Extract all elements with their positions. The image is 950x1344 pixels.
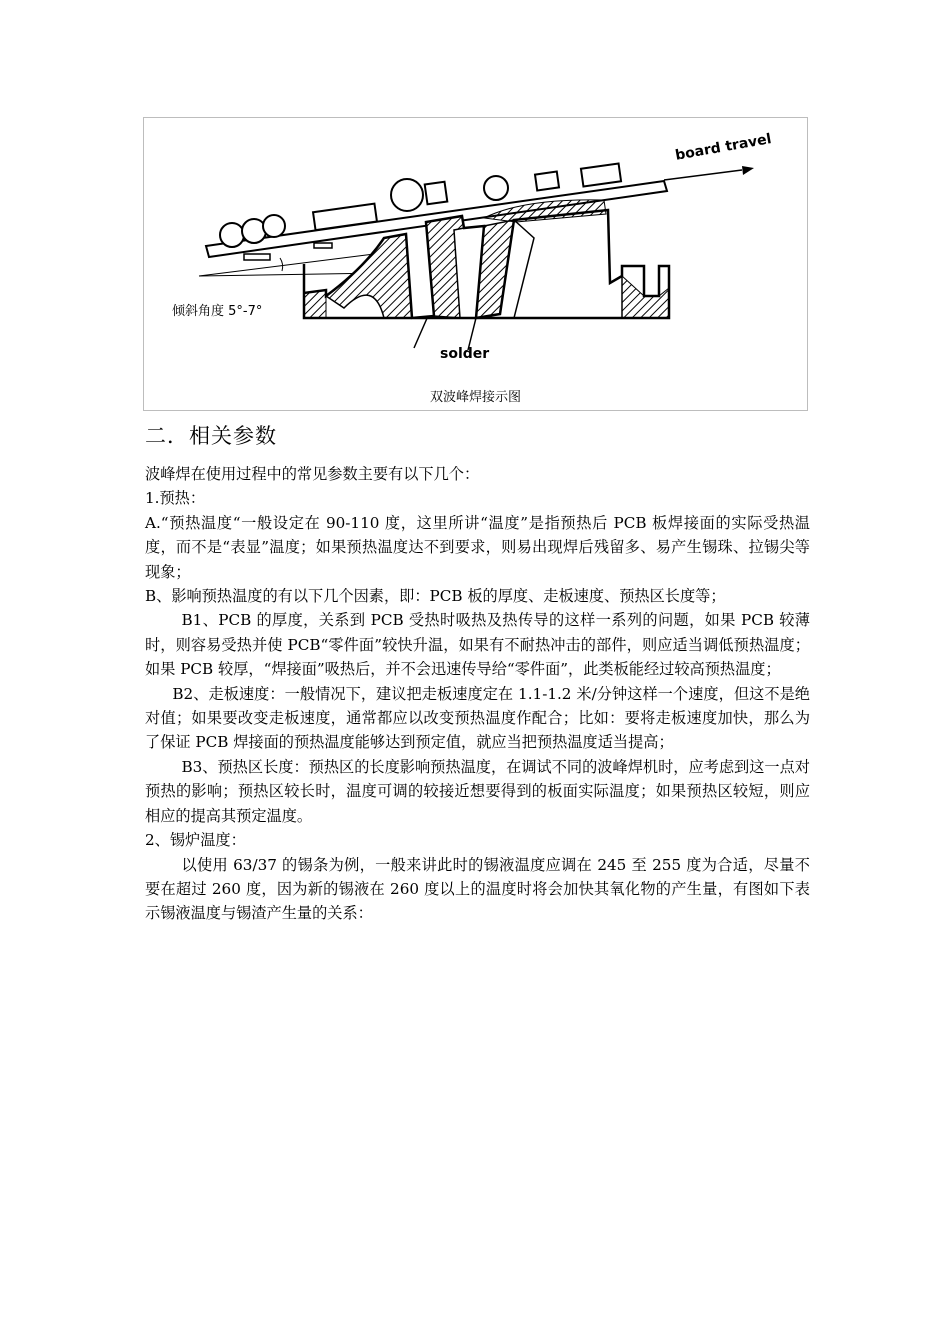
- solder-label: solder: [440, 346, 490, 362]
- lead-2: [314, 243, 332, 248]
- component-square: [425, 182, 448, 205]
- body-text: [145, 462, 810, 926]
- component-round-1: [220, 223, 244, 247]
- paragraph-solder-temp: 以使用 63/37 的锡条为例，一般来讲此时的锡液温度应调在 245 至 255 度为合适，尽量不要在超过 260 度，因为新的锡液在 260 度以上的温度时将会加快其氧化物的产生量，有图如下表示锡液温度与锡渣产生量的关系：: [145, 855, 810, 923]
- paragraph-b1: B1、PCB 的厚度，关系到 PCB 受热时吸热及热传导的这样一系列的问题，如果 PCB 较薄时，则容易受热并使 PCB“零件面”较快升温，如果有不耐热冲击的部件，则应适当调低预热温度；如果 PCB 较厚，“焊接面”吸热后，并不会迅速传导给“零件面”，此类板能经过较高预热温度；: [145, 611, 810, 679]
- section-heading: 二．相关参数: [145, 424, 277, 448]
- figure-caption: 双波峰焊接示图: [429, 390, 521, 405]
- pot-wall-left: [304, 290, 326, 318]
- wave-solder-figure: [143, 117, 808, 411]
- component-round-5: [484, 176, 508, 200]
- component-small-chip: [535, 172, 559, 191]
- paragraph-preheat-title: 1.预热：: [145, 489, 206, 508]
- component-round-3: [263, 215, 285, 237]
- lead-1: [244, 254, 270, 260]
- component-round-4: [391, 179, 423, 211]
- component-chip-2: [581, 163, 621, 186]
- angle-arc: [280, 258, 283, 271]
- tilt-angle-label: 倾斜角度 5°-7°: [172, 304, 263, 319]
- paragraph-b3: B3、预热区长度：预热区的长度影响预热温度，在调试不同的波峰焊机时，应考虑到这一点对预热的影响；预热区较长时，温度可调的较接近想要得到的板面实际温度；如果预热区较短，则应相应的提高其预定温度。: [145, 757, 810, 825]
- component-round-2: [242, 219, 266, 243]
- paragraph-a: A.“预热温度“一般设定在 90-110 度，这里所讲“温度”是指预热后 PCB 板焊接面的实际受热温度，而不是“表显”温度；如果预热温度达不到要求，则易出现焊后残留多、易产生锡珠、拉锡尖等现象；: [145, 513, 810, 581]
- paragraph-intro: 波峰焊在使用过程中的常见参数主要有以下几个：: [145, 465, 480, 483]
- paragraph-solder-temp-title: 2、锡炉温度：: [145, 831, 246, 850]
- solder-pointer-1: [414, 316, 428, 348]
- board-travel-arrow-line: [664, 170, 742, 180]
- board-travel-label: board travel: [674, 131, 773, 164]
- paragraph-b: B、影响预热温度的有以下几个因素，即：PCB 板的厚度、走板速度、预热区长度等；: [145, 587, 726, 606]
- board-travel-arrowhead: [742, 166, 754, 175]
- paragraph-b2: B2、走板速度：一般情况下，建议把走板速度定在 1.1-1.2 米/分钟这样一个速度，但这不是绝对值；如果要改变走板速度，通常都应以改变预热温度作配合；比如：要将走板速度加快，那么为了保证 PCB 焊接面的预热温度能够达到预定值，就应当把预热温度适当提高；: [145, 684, 810, 752]
- dual-wave-solder-diagram: [144, 118, 809, 412]
